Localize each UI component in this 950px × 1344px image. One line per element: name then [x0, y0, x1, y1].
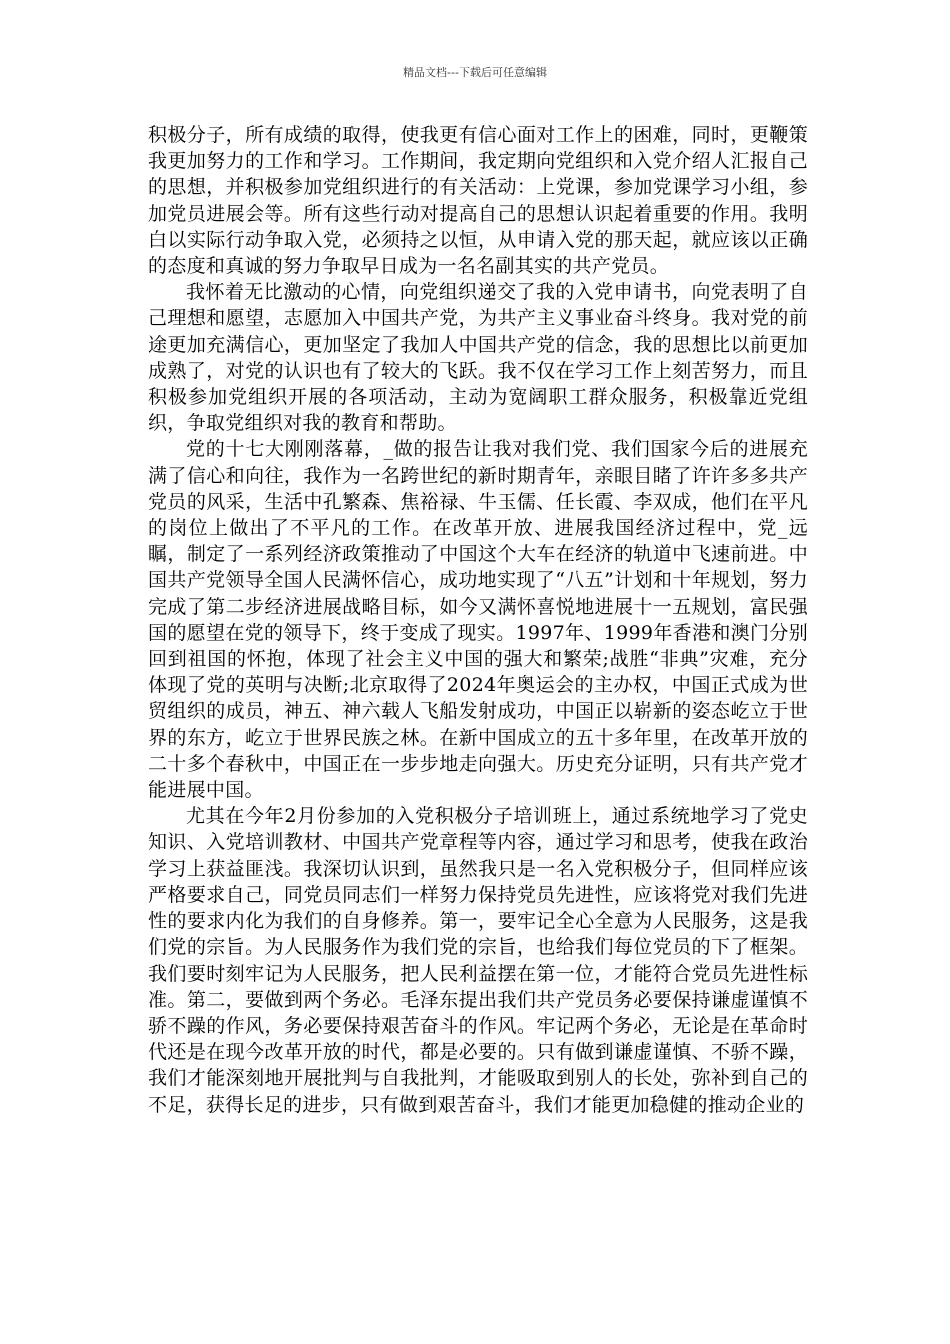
paragraph-4: 尤其在今年2月份参加的入党积极分子培训班上，通过系统地学习了党史知识、入党培训教材、中国共产党章程等内容，通过学习和思考，使我在政治学习上获益匪浅。我深切认识到，虽然我只是一名入党积极分子，但同样应该严格要求自己，同党员同志们一样努力保持党员先进性，应该将党对我们先进性的要求内化为我们的自身修养。第一，要牢记全心全意为人民服务，这是我们党的宗旨。为人民服务作为我们党的宗旨，也给我们每位党员的下了框架。我们要时刻牢记为人民服务，把人民利益摆在第一位，才能符合党员先进性标准。第二，要做到两个务必。毛泽东提出我们共产党员务必要保持谦虚谨慎不骄不躁的作风，务必要保持艰苦奋斗的作风。牢记两个务必，无论是在革命时代还是在现今改革开放的时代，都是必要的。只有做到谦虚谨慎、不骄不躁，我们才能深刻地开展批判与自我批判，才能吸取到别人的长处，弥补到自己的不足，获得长足的进步，只有做到艰苦奋斗，我们才能更加稳健的推动企业的: [148, 805, 808, 1116]
page-header: 精品文档---下载后可任意编辑: [403, 66, 547, 79]
document-body: [148, 122, 808, 1118]
paragraph-1: 积极分子，所有成绩的取得，使我更有信心面对工作上的困难，同时，更鞭策我更加努力的工作和学习。工作期间，我定期向党组织和入党介绍人汇报自己的思想，并积极参加党组织进行的有关活动：上党课，参加党课学习小组，参加党员进展会等。所有这些行动对提高自己的思想认识起着重要的作用。我明白以实际行动争取入党，必须持之以恒，从申请入党的那天起，就应该以正确的态度和真诚的努力争取早日成为一名名副其实的共产党员。: [148, 124, 808, 278]
paragraph-2: 我怀着无比激动的心情，向党组织递交了我的入党申请书，向党表明了自己理想和愿望，志愿加入中国共产党，为共产主义事业奋斗终身。我对党的前途更加充满信心，更加坚定了我加人中国共产党的信念，我的思想比以前更加成熟了，对党的认识也有了较大的飞跃。我不仅在学习工作上刻苦努力，而且积极参加党组织开展的各项活动，主动为宽阔职工群众服务，积极靠近党组织，争取党组织对我的教育和帮助。: [148, 281, 808, 435]
paragraph-3: 党的十七大刚刚落幕，_做的报告让我对我们党、我们国家今后的进展充满了信心和向往，我作为一名跨世纪的新时期青年，亲眼目睹了许许多多共产党员的风采，生活中孔繁森、焦裕禄、牛玉儒、任长霞、李双成，他们在平凡的岗位上做出了不平凡的工作。在改革开放、进展我国经济过程中，党_远瞩，制定了一系列经济政策推动了中国这个大车在经济的轨道中飞速前进。中国共产党领导全国人民满怀信心，成功地实现了“八五”计划和十年规划，努力完成了第二步经济进展战略目标，如今又满怀喜悦地进展十一五规划，富民强国的愿望在党的领导下，终于变成了现实。1997年、1999年香港和澳门分别回到祖国的怀抱，体现了社会主义中国的强大和繁荣;战胜“非典”灾难，充分体现了党的英明与决断;北京取得了2024年奥运会的主办权，中国正式成为世贸组织的成员，神五、神六载人飞船发射成功，中国正以崭新的姿态屹立于世界的东方，屹立于世界民族之林。在新中国成立的五十多年里，在改革开放的二十多个春秋中，中国正在一步步地走向强大。历史充分证明，只有共产党才能进展中国。: [148, 438, 808, 802]
